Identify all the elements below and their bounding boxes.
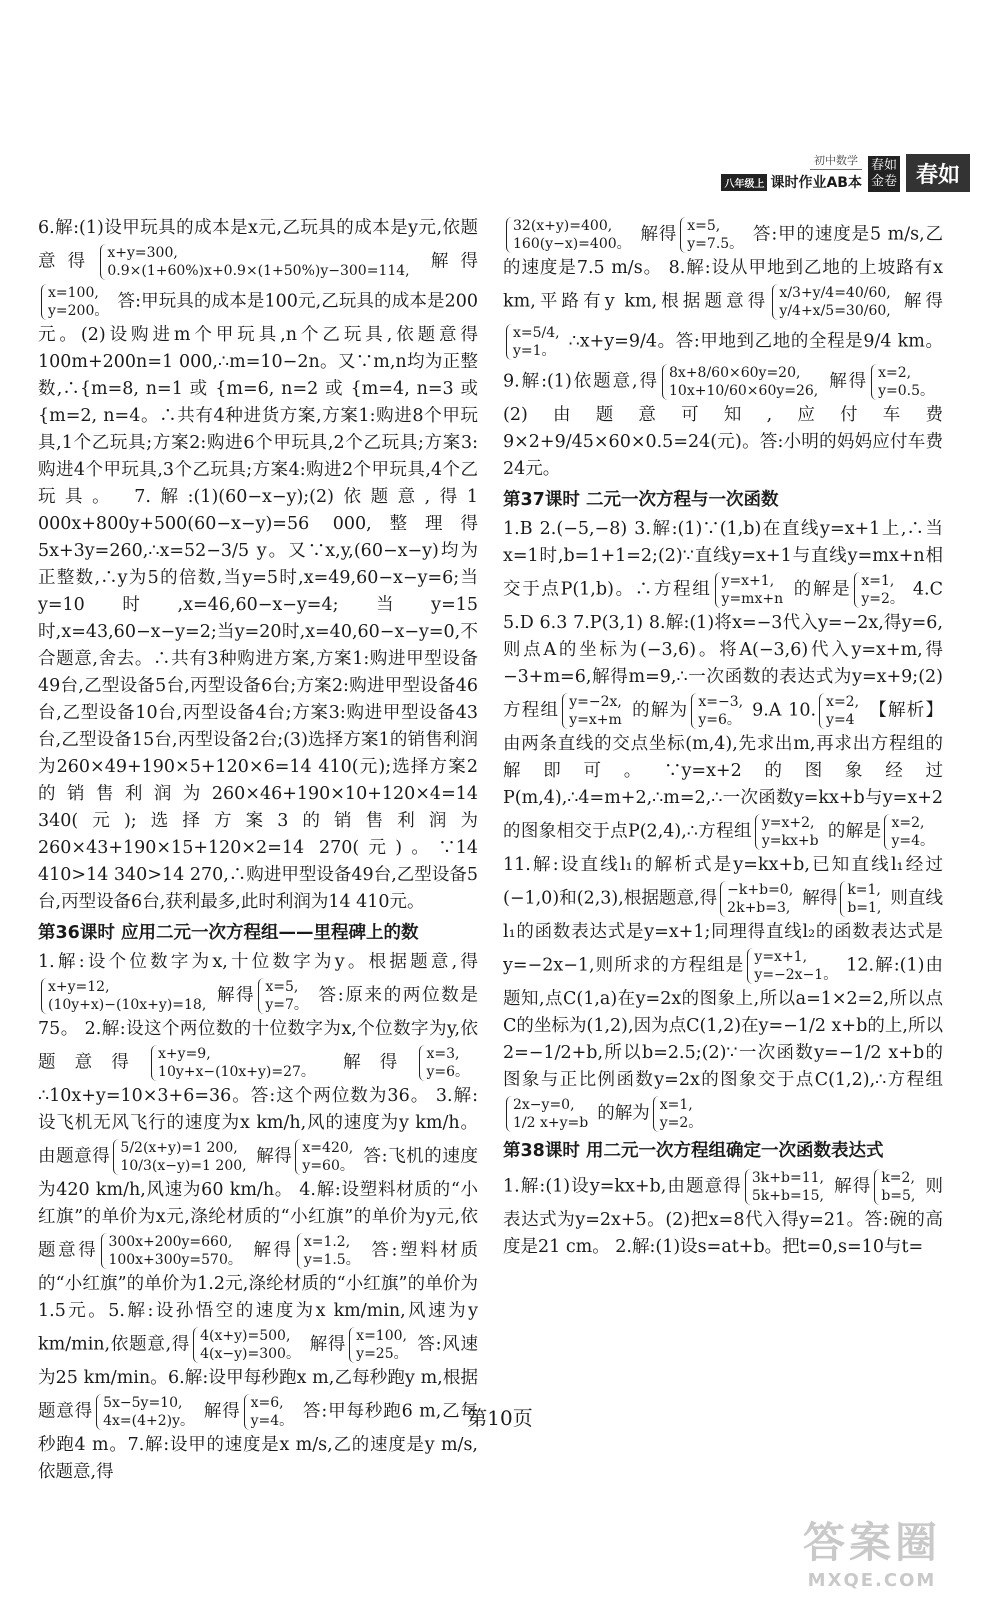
equation-line: 2k+b=3, bbox=[727, 900, 791, 916]
equation-line: y=−2x−1。 bbox=[754, 967, 838, 983]
equation-line: x=−3, bbox=[698, 694, 744, 710]
brand-logo-text: 春如 bbox=[915, 161, 960, 188]
equation-line: y=1。 bbox=[513, 343, 556, 359]
answer-text: 解得 bbox=[215, 985, 256, 1006]
equation-line: 10/3(x−y)=1 200, bbox=[120, 1158, 247, 1174]
equation-line: (10y+x)−(10x+y)=18, bbox=[48, 997, 207, 1013]
equation-system bbox=[747, 948, 843, 984]
equation-line: x=2, bbox=[878, 365, 912, 381]
equation-system bbox=[101, 1233, 247, 1269]
answer-text: 解得 bbox=[203, 1401, 241, 1422]
answer-text: 解得 bbox=[323, 1052, 417, 1073]
equation-line: x=2, bbox=[826, 694, 860, 710]
equation-line: y=−2x, bbox=[569, 694, 622, 710]
brand-logo bbox=[906, 154, 970, 192]
answer-text: 答:甲每秒跑6 m,乙每秒跑4 m。 bbox=[38, 1401, 479, 1455]
equation-system bbox=[755, 814, 825, 850]
equation-line: −k+b=0, bbox=[727, 882, 794, 898]
answer-paragraph bbox=[503, 516, 943, 1134]
equation-line: x=2, bbox=[891, 815, 925, 831]
equation-system bbox=[840, 881, 887, 917]
equation-system bbox=[745, 1169, 830, 1205]
section-heading: 第36课时 应用二元一次方程组——里程碑上的数 bbox=[38, 923, 419, 943]
equation-line: x=5/4, bbox=[513, 325, 560, 341]
equation-system bbox=[258, 978, 314, 1014]
section-heading: 第38课时 用二元一次方程组确定一次函数表达式 bbox=[503, 1141, 884, 1161]
answer-text: 解得 bbox=[418, 251, 478, 272]
equation-line: x+y=12, bbox=[48, 979, 110, 995]
equation-line: x=100, bbox=[356, 1328, 407, 1344]
equation-line: y/4+x/5=30/60, bbox=[779, 303, 891, 319]
equation-system bbox=[41, 284, 114, 320]
answer-text: ∴{m=8, n=1 或 {m=6, n=2 或 {m=4, n=3 或 {m=2, n=4。∴共有4种进货方案,方案1:购进8个甲玩具,1个乙玩具;方案2:购进6个甲玩具,2个乙玩具;方案3:购进4个甲玩具,3个乙玩具;方案4:购进2个甲玩具,4个乙玩具。 7.解:(1)(60−x−y);(2)依题意,得1 000x+800y+500(60−x−y)=56 000,整理得5x+3y=260,∴x=52−3/5 y。又∵x,y,(60−x−y)均为正整数,∴y为5的倍数,当y=5时,x=49,60−x−y=6;当y=10时,x=46,60−x−y=4;当y=15时,x=43,60−x−y=2;当y=20时,x=40,60−x−y=0,不合题意,舍去。∴共有3种购进方案,方案1:购进甲型设备49台,乙型设备5台,丙型设备6台;方案2:购进甲型设备46台,乙型设备10台,丙型设备4台;方案3:购进甲型设备43台,乙型设备15台,丙型设备2台;(3)选择方案1的销售利润为260×49+190×5+120×6=14 410(元);选择方案2的销售利润为260×46+190×10+120×4=14 340(元);选择方案3的销售利润为260×43+190×15+120×2=14 270(元)。∵14 410>14 340>14 270,∴购进甲型设备49台,乙型设备5台,丙型设备6台,获利最多,此时利润为14 410元。 bbox=[38, 379, 478, 912]
answer-text: 答:原来的两位数是75。 2.解:设这个两位数的十位数字为x,个位数字为y,依题意得 bbox=[38, 985, 479, 1073]
answer-text: 6.解:设甲每秒跑x m,乙每秒跑y m,根据题意得 bbox=[38, 1368, 479, 1422]
answer-text: 解得 bbox=[802, 888, 838, 909]
header-brand-line1: 春如 bbox=[870, 158, 897, 173]
equation-line: y=x+1, bbox=[754, 949, 808, 965]
answer-paragraph bbox=[503, 1167, 943, 1261]
watermark-text: 答案圈 bbox=[802, 1517, 941, 1567]
answer-text: 1.解:设个位数字为x,十位数字为y。根据题意,得 bbox=[38, 952, 478, 972]
equation-line: 4x=(4+2)y。 bbox=[103, 1413, 195, 1429]
answer-text: 1.B 2.(−5,−8) 3.解:(1)∵(1,b)在直线y=x+1上,∴当x=1时,b=1+1=2;(2)∵直线y=x+1与直线y=mx+n相交于点P(1,b)。∴方程组 bbox=[503, 519, 943, 600]
answer-text: (2)由题意可知,应付车费9×2+9/45×60×0.5=24(元)。答:小明的妈妈应付车费24元。 bbox=[503, 405, 943, 479]
header-brand-line2: 金卷 bbox=[870, 174, 897, 189]
equation-line: 5/2(x+y)=1 200, bbox=[120, 1140, 238, 1156]
equation-line: y=x+1, bbox=[721, 573, 775, 589]
answer-text: ∴x+y=9/4。答:甲地到乙地的全程是9/4 km。 9.解:(1)依题意,得 bbox=[503, 331, 943, 392]
answer-text: 答:甲玩具的成本是100元,乙玩具的成本是200元。(2)设购进m个甲玩具,n个乙玩具,依题意得100m+200n=1 000,∴m=10−2n。又∵m,n均为正整数, bbox=[38, 291, 478, 399]
answer-text: 6.解:(1)设甲玩具的成本是x元,乙玩具的成本是y元,依题意得 bbox=[38, 218, 478, 272]
equation-system bbox=[297, 1233, 366, 1269]
equation-line: x=5, bbox=[265, 979, 299, 995]
equation-line: x=6, bbox=[250, 1395, 284, 1411]
equation-system bbox=[100, 244, 415, 280]
equation-system bbox=[151, 1045, 321, 1081]
equation-system bbox=[772, 284, 896, 320]
equation-line: y=kx+b bbox=[761, 833, 819, 849]
equation-line: y=7。 bbox=[265, 997, 308, 1013]
equation-line: 5x−5y=10, bbox=[103, 1395, 183, 1411]
equation-line: 100x+300y=570。 bbox=[108, 1252, 242, 1268]
answer-text: 答:风速为25 km/min。 bbox=[38, 1334, 478, 1388]
book-header bbox=[721, 150, 970, 192]
equation-system bbox=[854, 572, 910, 608]
equation-system bbox=[113, 1139, 252, 1175]
equation-system bbox=[349, 1327, 413, 1363]
page-number: 第10页 bbox=[467, 1406, 533, 1430]
answer-text: 则直线l₁的函数表达式是y=x+1;同理得直线l₂的函数表达式是y=−2x−1,则所求的方程组是 bbox=[503, 888, 944, 976]
equation-line: y=2。 bbox=[861, 591, 904, 607]
answer-text: 答:飞机的速度为420 km/h,风速为60 km/h。 4.解:设塑料材质的“小红旗”的单价为x元,涤纶材质的“小红旗”的单价为y元,依题意得 bbox=[38, 1146, 478, 1261]
equation-line: y=6。 bbox=[698, 712, 741, 728]
answer-paragraph bbox=[503, 215, 943, 483]
right-column bbox=[503, 215, 943, 1261]
answer-text: 的解为 bbox=[630, 700, 689, 721]
answer-text: 7.解:设甲的速度是x m/s,乙的速度是y m/s,依题意,得 bbox=[38, 1435, 478, 1482]
answer-text: 4.C 5.D 6.3 7.P(3,1) 8.解:(1)将x=−3代入y=−2x,得y=6,则点A的坐标为(−3,6)。将A(−3,6)代入y=x+m,得−3+m=6,解得m=9,∴一次函数的表达式为y=x+9;(2)方程组 bbox=[503, 579, 943, 721]
equation-line: x+y=9, bbox=[158, 1046, 211, 1062]
equation-system bbox=[720, 881, 799, 917]
equation-line: x=3, bbox=[426, 1046, 460, 1062]
answer-text: 解得 bbox=[250, 1240, 294, 1261]
section-heading: 第37课时 二元一次方程与一次函数 bbox=[503, 490, 779, 510]
equation-line: 1/2 x+y=b bbox=[513, 1115, 589, 1131]
answer-text: 的解是 bbox=[827, 821, 882, 842]
header-brand bbox=[868, 156, 900, 192]
equation-line: 10y+x−(10x+y)=27。 bbox=[158, 1064, 315, 1080]
equation-line: 4(x−y)=300。 bbox=[200, 1346, 300, 1362]
equation-system bbox=[419, 1045, 475, 1081]
answer-text: 答:甲的速度是5 m/s,乙的速度是7.5 m/s。 8.解:设从甲地到乙地的上坡路有x km,平路有y km,根据题意得 bbox=[503, 224, 943, 312]
equation-line: y=4。 bbox=[891, 833, 934, 849]
answer-text: 解得 bbox=[832, 1176, 872, 1197]
equation-line: y=6。 bbox=[426, 1064, 470, 1080]
equation-system bbox=[193, 1327, 306, 1363]
equation-line: y=60。 bbox=[302, 1158, 354, 1174]
equation-line: y=1.5。 bbox=[303, 1252, 360, 1268]
equation-line: k=2, bbox=[881, 1170, 915, 1186]
answer-text: 5.解:设孙悟空的速度为x km/min,风速为y km/min,依题意,得 bbox=[38, 1301, 478, 1355]
equation-line: x=1, bbox=[861, 573, 895, 589]
equation-system bbox=[884, 814, 940, 850]
header-series-line bbox=[721, 172, 862, 192]
equation-system bbox=[691, 693, 749, 729]
equation-line: y=4。 bbox=[250, 1413, 294, 1429]
answer-text: 1.解:(1)设y=kx+b,由题意得 bbox=[503, 1176, 742, 1197]
answer-text: 9.A 10. bbox=[752, 700, 817, 721]
header-text bbox=[721, 152, 862, 192]
equation-system bbox=[506, 217, 637, 253]
equation-line: y=x+m bbox=[569, 712, 622, 728]
equation-system bbox=[662, 364, 824, 400]
equation-system bbox=[506, 324, 566, 360]
equation-line: 300x+200y=660, bbox=[108, 1234, 233, 1250]
header-subject: 初中数学 bbox=[810, 152, 862, 170]
equation-line: y=4 bbox=[826, 712, 855, 728]
equation-system bbox=[562, 693, 628, 729]
equation-system bbox=[506, 1096, 594, 1132]
answer-text: ∴10x+y=10×3+6=36。答:这个两位数为36。 3.解:设飞机无风飞行的速度为x km/h,风的速度为y km/h。由题意得 bbox=[38, 1086, 478, 1167]
equation-line: y=mx+n bbox=[721, 591, 784, 607]
equation-line: y=x+2, bbox=[761, 815, 815, 831]
equation-line: x/3+y/4=40/60, bbox=[779, 285, 891, 301]
answer-text: 答:塑料材质的“小红旗”的单价为1.2元,涤纶材质的“小红旗”的单价为1.5元。 bbox=[38, 1240, 478, 1321]
equation-line: y=25。 bbox=[356, 1346, 408, 1362]
equation-system bbox=[871, 364, 940, 400]
answer-text: 解得 bbox=[639, 224, 678, 245]
equation-system bbox=[819, 693, 865, 729]
left-column bbox=[38, 215, 478, 1486]
equation-system bbox=[653, 1096, 709, 1132]
equation-line: x=1, bbox=[659, 1097, 693, 1113]
answer-text: 则表达式为y=2x+5。(2)把x=8代入得y=21。答:碗的高度是21 cm。 2.解:(1)设s=at+b。把t=0,s=10与t= bbox=[503, 1176, 944, 1257]
answer-text: 的解为 bbox=[597, 1103, 650, 1124]
answer-text: 解得 bbox=[899, 291, 943, 312]
answer-paragraph bbox=[38, 215, 478, 916]
watermark-logo bbox=[762, 1510, 982, 1590]
equation-line: x=1.2, bbox=[303, 1234, 351, 1250]
equation-line: x+y=300, bbox=[107, 245, 178, 261]
answer-text: 【解析】由两条直线的交点坐标(m,4),先求出m,再求出方程组的解即可。∵y=x+2的图象经过P(m,4),∴4=m+2,∴m=2,∴一次函数y=kx+b与y=x+2的图象相交于点P(2,4),∴方程组 bbox=[503, 700, 944, 842]
equation-line: y=0.5。 bbox=[878, 383, 935, 399]
equation-line: 5k+b=15, bbox=[751, 1188, 824, 1204]
answer-text: 解得 bbox=[308, 1334, 347, 1355]
equation-system bbox=[680, 217, 749, 253]
answer-text: 12.解:(1)由题知,点C(1,a)在y=2x的图象上,所以a=1×2=2,所以点C的坐标为(1,2),因为点C(1,2)在y=−1/2 x+b的上,所以2=−1/2+b,所以b=2.5;(2)∵一次函数y=−1/2 x+b的图象与正比例函数y=2x的图象交于点C(1,2),∴方程组 bbox=[503, 955, 944, 1090]
equation-line: 0.9×(1+60%)x+0.9×(1+50%)y−300=114, bbox=[107, 263, 410, 279]
equation-line: 32(x+y)=400, bbox=[513, 218, 613, 234]
watermark-url: MXQE.COM bbox=[807, 1569, 937, 1591]
equation-line: x=5, bbox=[687, 218, 721, 234]
equation-line: y=7.5。 bbox=[687, 236, 744, 252]
answer-text: 解得 bbox=[255, 1146, 293, 1167]
equation-line: b=5, bbox=[881, 1188, 916, 1204]
equation-line: x=100, bbox=[48, 285, 99, 301]
equation-line: y=200。 bbox=[48, 303, 109, 319]
answer-text: 解得 bbox=[827, 371, 869, 392]
header-series: 课时作业AB本 bbox=[770, 175, 862, 191]
equation-system bbox=[715, 572, 790, 608]
equation-line: b=1, bbox=[847, 900, 882, 916]
equation-line: y=2。 bbox=[659, 1115, 703, 1131]
answer-text: 的解是 bbox=[792, 579, 852, 600]
equation-line: k=1, bbox=[847, 882, 881, 898]
header-grade: 八年级上 bbox=[721, 174, 767, 191]
equation-system bbox=[295, 1139, 359, 1175]
equation-line: 8x+8/60×60y=20, bbox=[669, 365, 801, 381]
equation-line: x=420, bbox=[302, 1140, 354, 1156]
equation-line: 2x−y=0, bbox=[513, 1097, 575, 1113]
equation-system bbox=[41, 978, 212, 1014]
equation-line: 10x+10/60×60y=26, bbox=[669, 383, 819, 399]
equation-line: 3k+b=11, bbox=[751, 1170, 824, 1186]
equation-system bbox=[874, 1169, 921, 1205]
equation-line: 160(y−x)=400。 bbox=[513, 236, 631, 252]
equation-line: 4(x+y)=500, bbox=[200, 1328, 291, 1344]
answer-text: 11.解:设直线l₁的解析式是y=kx+b,已知直线l₁经过(−1,0)和(2,3),根据题意,得 bbox=[503, 855, 943, 909]
